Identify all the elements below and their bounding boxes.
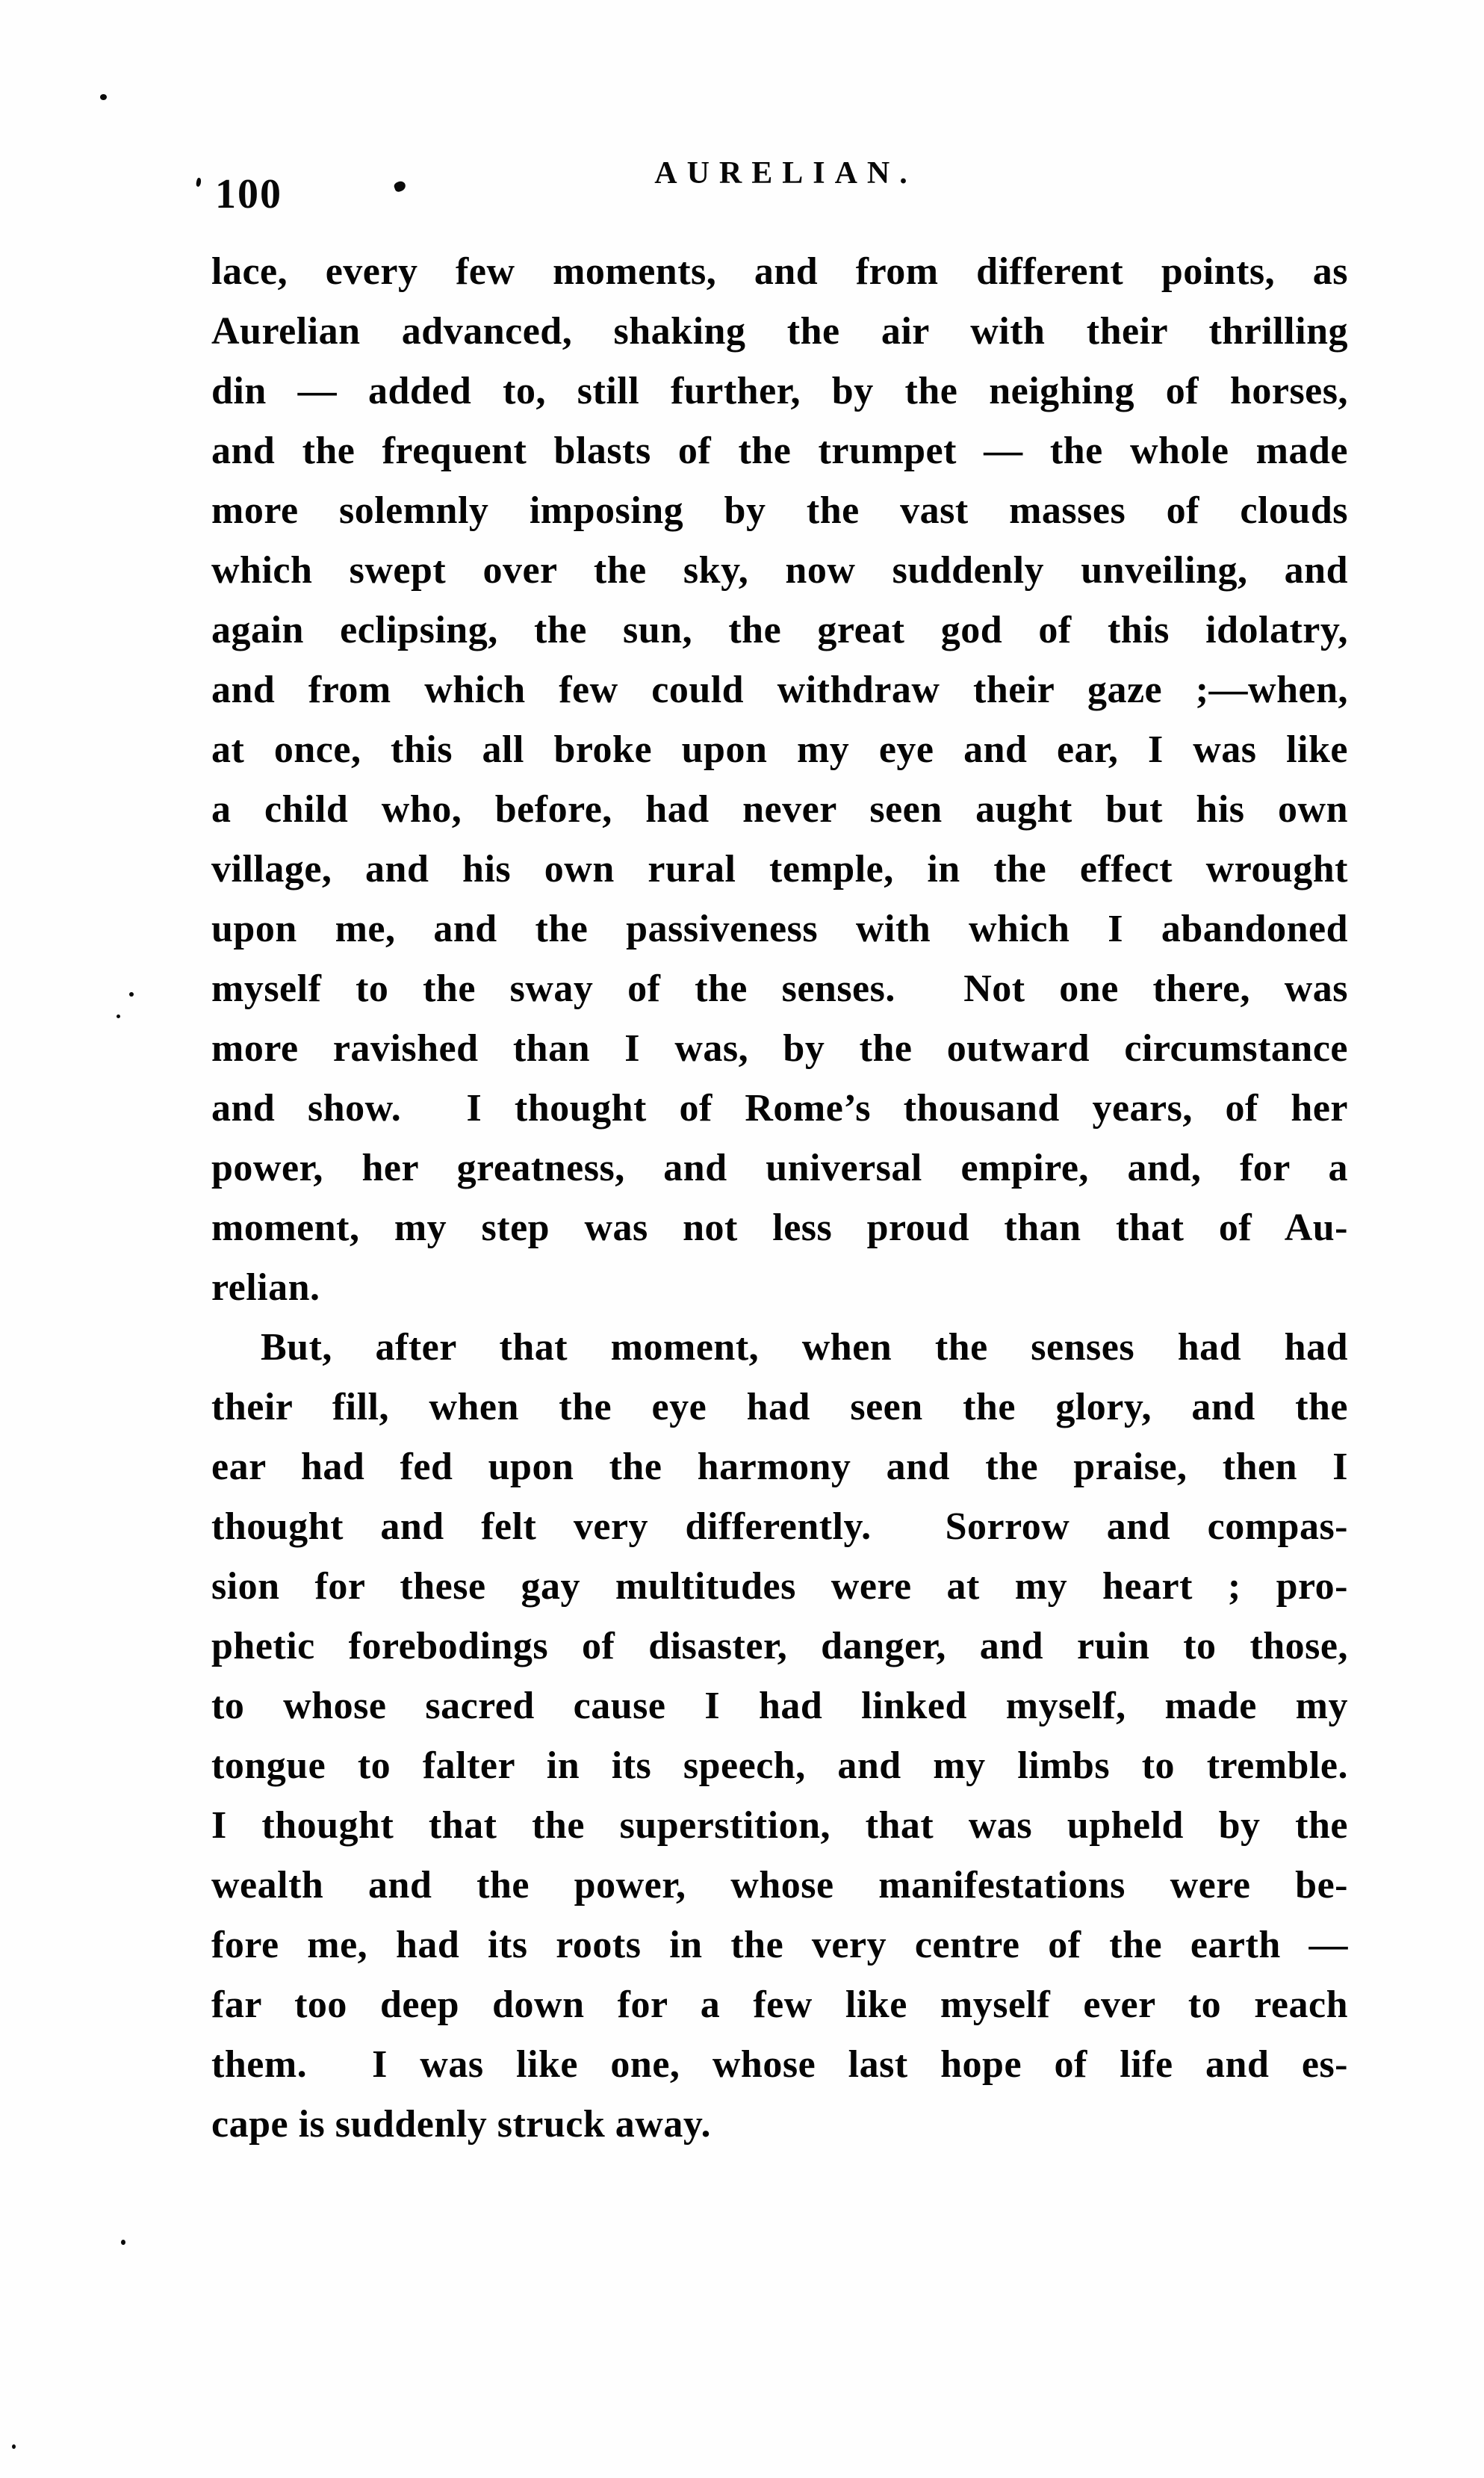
text-line: lace, every few moments, and from different points, as [211,250,1348,293]
text-line: and from which few could withdraw their gaze ;—when, [211,669,1348,711]
text-line: a child who, before, had never seen aught but his own [211,788,1348,831]
text-line: at once, this all broke upon my eye and ear, I was like [211,728,1348,771]
scan-speck [129,992,134,997]
scan-speck [117,1015,120,1018]
page-text-block [211,242,1348,2155]
text-line: power, her greatness, and universal empire, and, for a [211,1147,1348,1189]
text-line: ear had fed upon the harmony and the praise, then I [211,1446,1348,1488]
text-line: I thought that the superstition, that was upheld by the [211,1804,1348,1847]
scan-speck [121,2240,125,2245]
paragraph-second [211,1318,1348,2155]
text-line: sion for these gay multitudes were at my heart ; pro- [211,1565,1348,1608]
text-line: wealth and the power, whose manifestations were be- [211,1864,1348,1906]
text-line: myself to the sway of the senses. Not one there, was [211,967,1348,1010]
scan-speck [12,2444,16,2449]
text-line: But, after that moment, when the senses had had [261,1326,1348,1369]
text-line: far too deep down for a few like myself ever to reach [211,1983,1348,2026]
text-line: which swept over the sky, now suddenly unveiling, and [211,549,1348,592]
text-line: phetic forebodings of disaster, danger, and ruin to those, [211,1625,1348,1667]
text-line: thought and felt very differently. Sorrow and compas- [211,1505,1348,1548]
text-line: upon me, and the passiveness with which I abandoned [211,908,1348,950]
text-line: and show. I thought of Rome’s thousand years, of her [211,1087,1348,1130]
text-line: again eclipsing, the sun, the great god of this idolatry, [211,609,1348,651]
text-line: fore me, had its roots in the very centre of the earth — [211,1924,1348,1966]
text-line: moment, my step was not less proud than that of Au- [211,1207,1348,1249]
text-line: and the frequent blasts of the trumpet — the whole made [211,430,1348,472]
scan-speck [393,180,407,193]
running-head-title: AURELIAN. [654,156,917,191]
text-line: din — added to, still further, by the neighing of horses, [211,370,1348,412]
page-number: 100 [215,171,282,217]
paragraph-continuation [211,242,1348,1318]
text-line: relian. [211,1266,320,1309]
text-line: more solemnly imposing by the vast masses of clouds [211,489,1348,532]
text-line: tongue to falter in its speech, and my limbs to tremble. [211,1744,1348,1787]
text-line: them. I was like one, whose last hope of life and es- [211,2043,1348,2086]
text-line: more ravished than I was, by the outward circumstance [211,1027,1348,1070]
scan-speck [196,178,202,188]
text-line: their fill, when the eye had seen the glory, and the [211,1386,1348,1428]
scan-speck [100,94,107,100]
text-line: Aurelian advanced, shaking the air with their thrilling [211,310,1348,353]
text-line: village, and his own rural temple, in the effect wrought [211,848,1348,890]
text-line: cape is suddenly struck away. [211,2103,711,2146]
text-line: to whose sacred cause I had linked myself, made my [211,1685,1348,1727]
